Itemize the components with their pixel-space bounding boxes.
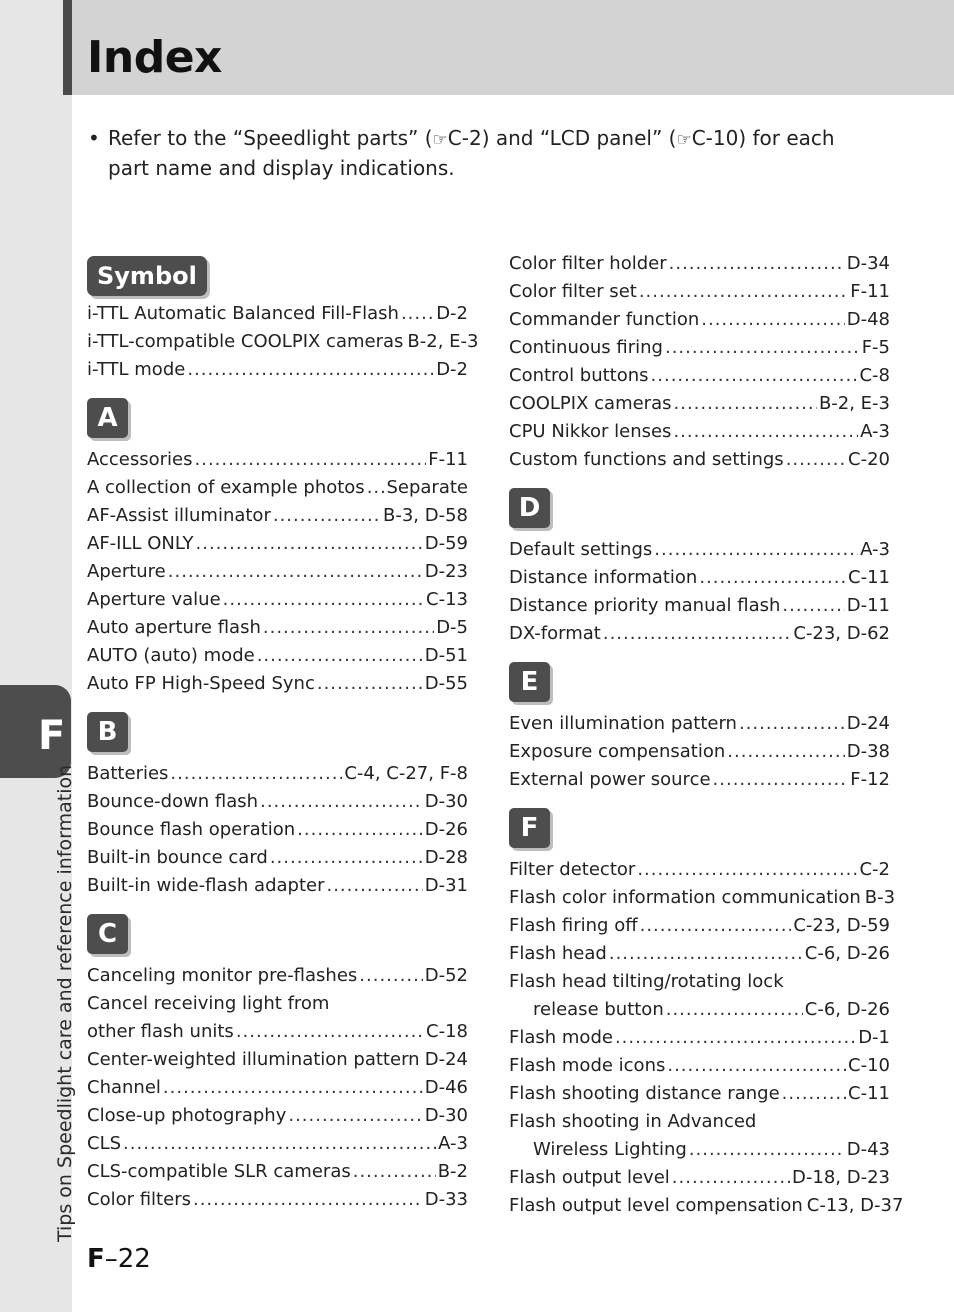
dot-leader xyxy=(667,1052,846,1080)
entry-term: Canceling monitor pre-flashes xyxy=(87,965,358,986)
entry-term: Flash output level xyxy=(509,1167,670,1188)
entry-term: i-TTL Automatic Balanced Fill-Flash xyxy=(87,303,399,324)
entry-list xyxy=(509,710,890,794)
index-entry xyxy=(87,474,468,502)
section-badge: E xyxy=(509,662,550,702)
dot-leader xyxy=(673,418,858,446)
dot-leader xyxy=(317,670,423,698)
index-entry xyxy=(87,788,468,816)
entry-term: Flash head tilting/rotating lock xyxy=(509,971,784,992)
entry-term: Center-weighted illumination pattern xyxy=(87,1049,420,1070)
index-entry xyxy=(87,844,468,872)
entry-term: release button xyxy=(533,999,664,1020)
index-entry xyxy=(87,760,468,788)
entry-term: other flash units xyxy=(87,1021,234,1042)
index-entry xyxy=(509,710,890,738)
entry-page-ref: D-48 xyxy=(846,309,890,330)
entry-term: Flash head xyxy=(509,943,607,964)
entry-page-ref: Separate xyxy=(386,477,468,498)
entry-page-ref: A-3 xyxy=(860,539,890,560)
reference-pointer-icon: ☞ xyxy=(676,130,692,150)
chapter-vertical-label: Tips on Speedlight care and reference information xyxy=(54,764,76,1242)
dot-leader xyxy=(193,1186,423,1214)
dot-leader xyxy=(609,940,803,968)
entry-page-ref: C-11 xyxy=(848,1083,890,1104)
entry-page-ref: D-26 xyxy=(424,819,468,840)
dot-leader xyxy=(260,788,423,816)
dot-leader xyxy=(273,502,381,530)
index-column-right xyxy=(509,250,904,1220)
index-entry xyxy=(509,306,890,334)
entry-page-ref: D-24 xyxy=(846,713,890,734)
entry-list xyxy=(509,856,904,1220)
entry-term: Flash output level compensation xyxy=(509,1195,803,1216)
entry-page-ref: C-23, D-62 xyxy=(793,623,890,644)
entry-term: CLS-compatible SLR cameras xyxy=(87,1161,351,1182)
entry-page-ref: D-59 xyxy=(424,533,468,554)
entry-term: Flash shooting in Advanced xyxy=(509,1111,757,1132)
dot-leader xyxy=(196,530,423,558)
section-badge: A xyxy=(87,398,128,438)
entry-page-ref: C-6, D-26 xyxy=(804,943,890,964)
entry-page-ref: D-30 xyxy=(424,791,468,812)
entry-term: i-TTL-compatible COOLPIX cameras xyxy=(87,331,404,352)
dot-leader xyxy=(288,1102,422,1130)
entry-term: Channel xyxy=(87,1077,161,1098)
dot-leader xyxy=(654,536,858,564)
index-entry xyxy=(87,1158,468,1186)
entry-term: DX-format xyxy=(509,623,601,644)
entry-page-ref: A-3 xyxy=(438,1133,468,1154)
entry-page-ref: D-2 xyxy=(436,303,468,324)
section-header-d xyxy=(509,488,890,528)
entry-page-ref: D-1 xyxy=(858,1027,890,1048)
dot-leader xyxy=(257,642,423,670)
dot-leader xyxy=(739,710,845,738)
entry-term: Flash shooting distance range xyxy=(509,1083,780,1104)
intro-text: Refer to the “Speedlight parts” (☞C-2) and “LCD panel” (☞C-10) for each part name and display indications. xyxy=(108,126,835,180)
dot-leader xyxy=(353,1158,436,1186)
section-header-b xyxy=(87,712,468,752)
dot-leader xyxy=(666,996,803,1024)
entry-page-ref: D-46 xyxy=(424,1077,468,1098)
entry-term: Flash firing off xyxy=(509,915,638,936)
index-entry xyxy=(87,1046,468,1074)
entry-page-ref: C-23, D-59 xyxy=(793,915,890,936)
index-entry xyxy=(509,592,890,620)
chapter-letter: F xyxy=(38,713,66,759)
index-entry xyxy=(509,1192,904,1220)
dot-leader xyxy=(123,1130,436,1158)
index-entry xyxy=(509,1136,890,1164)
dot-leader xyxy=(401,300,434,328)
entry-term: Close-up photography xyxy=(87,1105,287,1126)
dot-leader xyxy=(263,614,434,642)
entry-term: COOLPIX cameras xyxy=(509,393,672,414)
index-column-left xyxy=(87,256,479,1214)
entry-term: Accessories xyxy=(87,449,193,470)
index-entry xyxy=(509,418,890,446)
index-entry xyxy=(509,362,890,390)
entry-list xyxy=(509,250,890,474)
entry-page-ref: D-2 xyxy=(436,359,468,380)
entry-term: Control buttons xyxy=(509,365,649,386)
entry-page-ref: C-4, C-27, F-8 xyxy=(344,763,468,784)
index-entry xyxy=(509,1108,890,1136)
index-entry xyxy=(87,1102,468,1130)
entry-page-ref: B-3, D-58 xyxy=(383,505,468,526)
entry-page-ref: D-28 xyxy=(424,847,468,868)
entry-term: Distance priority manual flash xyxy=(509,595,781,616)
section-header-symbol xyxy=(87,256,468,296)
entry-page-ref: C-2 xyxy=(859,859,890,880)
index-entry xyxy=(509,968,890,996)
dot-leader xyxy=(615,1024,856,1052)
entry-term: Aperture xyxy=(87,561,166,582)
index-entry xyxy=(87,1074,468,1102)
index-entry xyxy=(509,1080,890,1108)
index-entry xyxy=(509,536,890,564)
index-entry xyxy=(509,278,890,306)
index-entry xyxy=(509,390,890,418)
index-entry xyxy=(87,530,468,558)
dot-leader xyxy=(782,592,844,620)
dot-leader xyxy=(639,278,848,306)
bullet-icon: • xyxy=(88,126,100,150)
entry-term: Aperture value xyxy=(87,589,221,610)
entry-page-ref: D-43 xyxy=(846,1139,890,1160)
dot-leader xyxy=(195,446,427,474)
entry-term: Built-in bounce card xyxy=(87,847,268,868)
entry-list xyxy=(509,536,890,648)
dot-leader xyxy=(689,1136,845,1164)
section-badge: C xyxy=(87,914,128,954)
entry-page-ref: F-12 xyxy=(850,769,890,790)
entry-term: Batteries xyxy=(87,763,169,784)
entry-term: Built-in wide-flash adapter xyxy=(87,875,325,896)
index-entry xyxy=(87,614,468,642)
entry-term: Even illumination pattern xyxy=(509,713,737,734)
entry-term: Color filter holder xyxy=(509,253,667,274)
entry-page-ref: A-3 xyxy=(860,421,890,442)
entry-term: External power source xyxy=(509,769,711,790)
entry-list xyxy=(87,446,468,698)
dot-leader xyxy=(187,356,434,384)
dot-leader xyxy=(163,1074,423,1102)
entry-page-ref: D-5 xyxy=(436,617,468,638)
index-entry xyxy=(509,884,896,912)
section-header-c xyxy=(87,914,468,954)
index-entry xyxy=(509,1052,890,1080)
entry-term: Auto aperture flash xyxy=(87,617,261,638)
reference-pointer-icon: ☞ xyxy=(432,130,448,150)
entry-term: Distance information xyxy=(509,567,698,588)
dot-leader xyxy=(168,558,423,586)
index-entry xyxy=(87,558,468,586)
index-entry xyxy=(509,1024,890,1052)
entry-page-ref: B-2 xyxy=(437,1161,468,1182)
entry-page-ref: C-20 xyxy=(848,449,890,470)
entry-page-ref: D-11 xyxy=(846,595,890,616)
index-entry xyxy=(509,766,890,794)
dot-leader xyxy=(603,620,791,648)
index-entry xyxy=(87,1186,468,1214)
entry-term: Custom functions and settings xyxy=(509,449,784,470)
entry-page-ref: D-33 xyxy=(424,1189,468,1210)
entry-term: Bounce-down flash xyxy=(87,791,259,812)
entry-term: Continuous firing xyxy=(509,337,663,358)
entry-term: i-TTL mode xyxy=(87,359,186,380)
entry-page-ref: F-11 xyxy=(850,281,890,302)
index-entry xyxy=(509,856,890,884)
entry-term: AUTO (auto) mode xyxy=(87,645,255,666)
dot-leader xyxy=(782,1080,846,1108)
entry-term: A collection of example photos xyxy=(87,477,365,498)
page-title: Index xyxy=(87,32,222,83)
entry-page-ref: D-55 xyxy=(424,673,468,694)
section-header-a xyxy=(87,398,468,438)
dot-leader xyxy=(674,390,817,418)
dot-leader xyxy=(699,564,846,592)
section-badge: D xyxy=(509,488,550,528)
index-entry xyxy=(87,1018,468,1046)
dot-leader xyxy=(359,962,422,990)
entry-list xyxy=(87,300,479,384)
entry-term: Auto FP High-Speed Sync xyxy=(87,673,315,694)
dot-leader xyxy=(297,816,423,844)
entry-term: CPU Nikkor lenses xyxy=(509,421,672,442)
dot-leader xyxy=(270,844,423,872)
index-entry xyxy=(509,620,890,648)
entry-page-ref: F-11 xyxy=(428,449,468,470)
entry-term: AF-ILL ONLY xyxy=(87,533,194,554)
page-number: F–22 xyxy=(87,1244,151,1274)
index-entry xyxy=(87,872,468,900)
index-entry xyxy=(87,356,468,384)
entry-term: Exposure compensation xyxy=(509,741,726,762)
entry-page-ref: D-34 xyxy=(846,253,890,274)
entry-term: Bounce flash operation xyxy=(87,819,296,840)
index-entry xyxy=(87,502,468,530)
index-entry xyxy=(87,962,468,990)
index-entry xyxy=(87,816,468,844)
entry-term: Flash mode xyxy=(509,1027,613,1048)
dot-leader xyxy=(223,586,424,614)
index-entry xyxy=(87,642,468,670)
entry-page-ref: C-8 xyxy=(859,365,890,386)
entry-term: AF-Assist illuminator xyxy=(87,505,271,526)
dot-leader xyxy=(640,912,792,940)
index-entry xyxy=(87,328,479,356)
dot-leader xyxy=(637,856,857,884)
entry-page-ref: C-13 xyxy=(426,589,468,610)
entry-page-ref: B-2, E-3 xyxy=(818,393,890,414)
dot-leader xyxy=(170,760,342,788)
entry-page-ref: D-18, D-23 xyxy=(792,1167,890,1188)
section-header-e xyxy=(509,662,890,702)
dot-leader xyxy=(651,362,858,390)
entry-page-ref: C-11 xyxy=(848,567,890,588)
entry-page-ref: D-52 xyxy=(424,965,468,986)
entry-page-ref: F-5 xyxy=(861,337,890,358)
entry-term: Flash mode icons xyxy=(509,1055,666,1076)
section-badge: F xyxy=(509,808,550,848)
entry-term: Color filter set xyxy=(509,281,637,302)
entry-page-ref: D-31 xyxy=(424,875,468,896)
entry-page-ref: C-10 xyxy=(848,1055,890,1076)
entry-term: Color filters xyxy=(87,1189,191,1210)
index-entry xyxy=(509,446,890,474)
dot-leader xyxy=(367,474,385,502)
dot-leader xyxy=(326,872,422,900)
index-entry xyxy=(509,940,890,968)
index-entry xyxy=(509,250,890,278)
entry-term: Default settings xyxy=(509,539,653,560)
dot-leader xyxy=(669,250,845,278)
index-entry xyxy=(87,446,468,474)
entry-term: Filter detector xyxy=(509,859,636,880)
entry-term: Cancel receiving light from xyxy=(87,993,330,1014)
entry-page-ref: B-2, E-3 xyxy=(407,331,479,352)
entry-term: CLS xyxy=(87,1133,122,1154)
dot-leader xyxy=(665,334,860,362)
entry-term: Wireless Lighting xyxy=(533,1139,687,1160)
entry-term: Flash color information communication xyxy=(509,887,861,908)
entry-term: Commander function xyxy=(509,309,700,330)
dot-leader xyxy=(422,1046,423,1074)
header-accent-bar xyxy=(63,0,72,95)
index-entry xyxy=(87,300,468,328)
entry-page-ref: C-18 xyxy=(426,1021,468,1042)
index-entry xyxy=(509,564,890,592)
entry-page-ref: D-24 xyxy=(424,1049,468,1070)
entry-page-ref: D-51 xyxy=(424,645,468,666)
intro-note xyxy=(88,124,888,182)
entry-page-ref: B-3 xyxy=(864,887,896,908)
entry-page-ref: C-13, D-37 xyxy=(806,1195,904,1216)
entry-page-ref: D-23 xyxy=(424,561,468,582)
dot-leader xyxy=(713,766,849,794)
index-entry xyxy=(509,996,890,1024)
dot-leader xyxy=(236,1018,424,1046)
entry-page-ref: D-30 xyxy=(424,1105,468,1126)
index-entry xyxy=(87,1130,468,1158)
entry-list xyxy=(87,962,468,1214)
entry-list xyxy=(87,760,468,900)
index-entry xyxy=(509,1164,890,1192)
index-entry xyxy=(509,738,890,766)
dot-leader xyxy=(727,738,844,766)
entry-page-ref: D-38 xyxy=(846,741,890,762)
dot-leader xyxy=(672,1164,790,1192)
index-entry xyxy=(87,586,468,614)
index-entry xyxy=(509,334,890,362)
section-header-f xyxy=(509,808,890,848)
index-entry xyxy=(509,912,890,940)
entry-page-ref: C-6, D-26 xyxy=(804,999,890,1020)
dot-leader xyxy=(786,446,846,474)
index-entry xyxy=(87,990,468,1018)
section-badge: B xyxy=(87,712,128,752)
index-entry xyxy=(87,670,468,698)
section-badge: Symbol xyxy=(87,256,207,296)
dot-leader xyxy=(701,306,844,334)
